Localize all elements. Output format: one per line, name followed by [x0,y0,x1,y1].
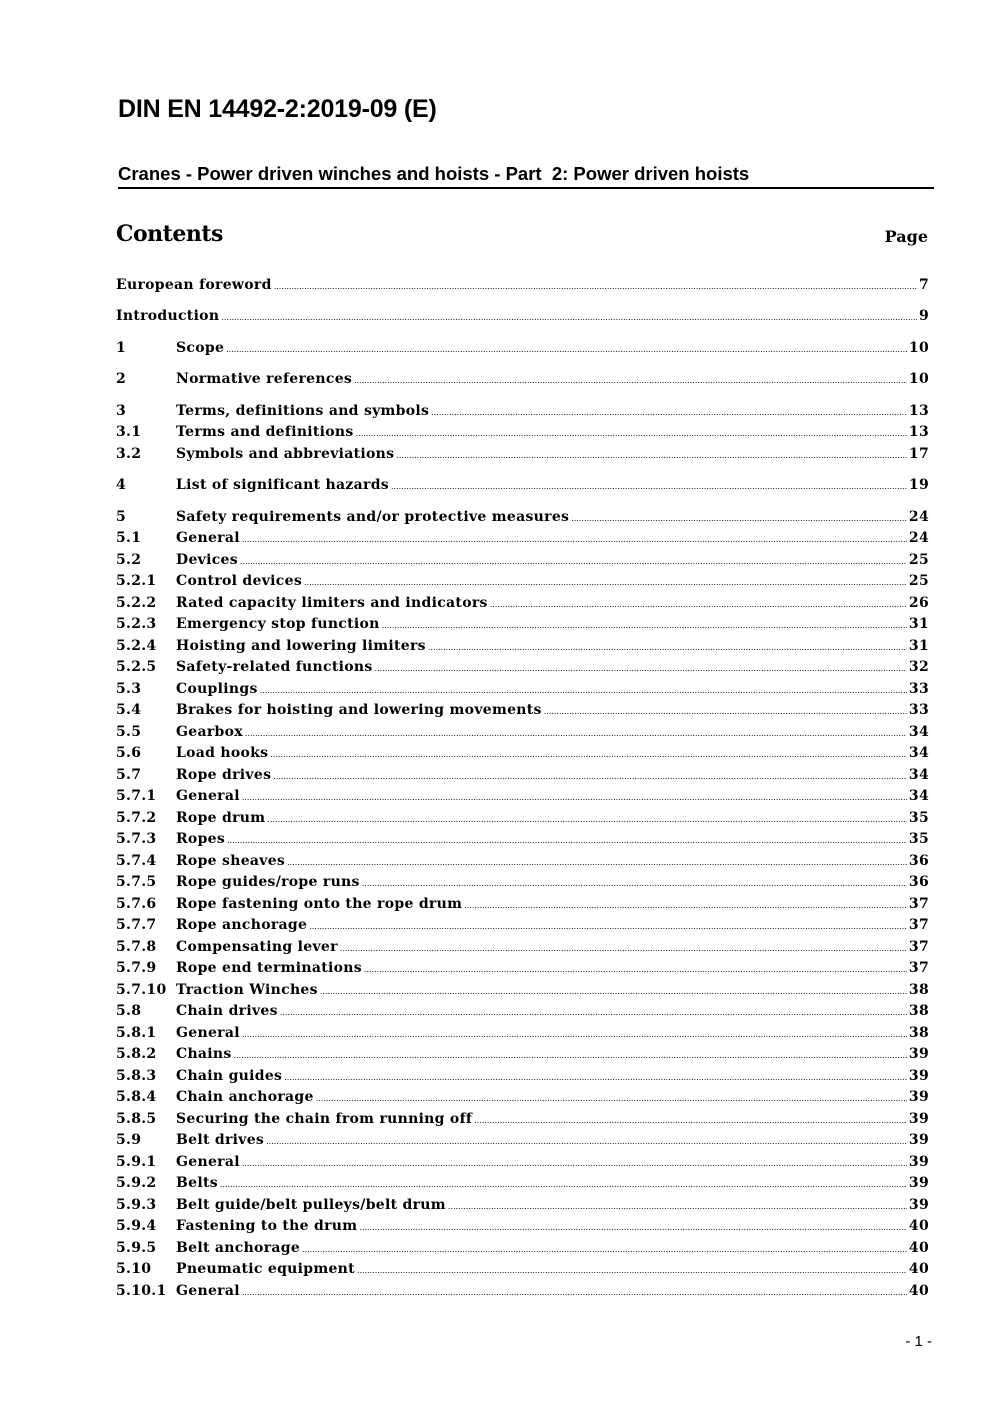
toc-entry-number: 5.9.5 [116,1240,157,1256]
toc-dot-leader [340,939,907,959]
toc-dot-leader [391,477,907,497]
toc-entry-page: 40 [908,1261,929,1277]
toc-entry[interactable] [116,1259,929,1279]
toc-entry-number: 5.4 [116,702,142,718]
toc-entry-page: 13 [908,424,929,440]
toc-dot-leader [245,724,907,744]
toc-entry-number: 5.7.10 [116,982,167,998]
toc-entry-page: 39 [908,1089,929,1105]
toc-entry-number: 5.9.4 [116,1218,157,1234]
toc-entry-title: Belt guide/belt pulleys/belt drum [176,1197,446,1213]
toc-entry-page: 33 [908,702,929,718]
toc-entry[interactable] [116,275,929,295]
toc-entry-number: 5.6 [116,745,142,761]
toc-entry-page: 39 [908,1046,929,1062]
toc-dot-leader [220,1175,907,1195]
toc-dot-leader [356,424,907,444]
toc-dot-leader [304,573,907,593]
toc-entry-title: Devices [176,552,238,568]
toc-dot-leader [240,552,907,572]
toc-entry-page: 39 [908,1175,929,1191]
toc-dot-leader [474,1111,907,1131]
toc-entry-number: 5.7.8 [116,939,157,955]
toc-dot-leader [357,1261,907,1281]
toc-entry[interactable] [116,593,929,613]
toc-entry-title: General [176,1154,240,1170]
toc-entry[interactable] [116,786,929,806]
toc-entry-title: Introduction [116,308,220,324]
toc-entry-title: Couplings [176,681,258,697]
toc-entry-page: 37 [908,939,929,955]
toc-entry-number: 1 [116,340,127,356]
toc-entry-number: 4 [116,477,127,493]
toc-entry-page: 26 [908,595,929,611]
toc-entry-title: Chain drives [176,1003,278,1019]
toc-entry-number: 5.2.5 [116,659,157,675]
toc-entry-title: Hoisting and lowering limiters [176,638,426,654]
toc-entry-title: Chain guides [176,1068,283,1084]
toc-entry-title: Rope anchorage [176,917,308,933]
toc-entry-page: 39 [908,1068,929,1084]
toc-entry[interactable] [116,1001,929,1021]
toc-entry-page: 19 [908,477,929,493]
toc-dot-leader [382,616,907,636]
toc-dot-leader [354,371,907,391]
toc-entry-page: 38 [908,1025,929,1041]
toc-entry-number: 5.10.1 [116,1283,167,1299]
toc-entry-page: 40 [908,1240,929,1256]
toc-dot-leader [448,1197,907,1217]
toc-entry[interactable] [116,937,929,957]
toc-entry-title: Terms and definitions [176,424,354,440]
toc-entry-page: 17 [908,446,929,462]
toc-dot-leader [242,1154,907,1174]
toc-entry-page: 34 [908,767,929,783]
toc-dot-leader [431,403,907,423]
toc-entry-page: 9 [918,308,929,324]
toc-entry-page: 31 [908,638,929,654]
toc-entry[interactable] [116,980,929,1000]
toc-entry-title: Emergency stop function [176,616,380,632]
toc-dot-leader [428,638,907,658]
toc-entry-title: General [176,788,240,804]
toc-dot-leader [571,509,907,529]
toc-dot-leader [364,960,907,980]
toc-entry[interactable] [116,636,929,656]
toc-entry-number: 3.1 [116,424,142,440]
toc-entry-number: 5.2.1 [116,573,157,589]
toc-dot-leader [273,767,907,787]
toc-entry-page: 35 [908,810,929,826]
toc-entry[interactable] [116,475,929,495]
toc-entry-title: List of significant hazards [176,477,389,493]
toc-entry-page: 31 [908,616,929,632]
toc-entry[interactable] [116,550,929,570]
toc-dot-leader [362,874,907,894]
toc-entry-page: 38 [908,982,929,998]
toc-dot-leader [266,1132,907,1152]
toc-entry[interactable] [116,894,929,914]
toc-entry-title: Compensating lever [176,939,338,955]
toc-dot-leader [284,1068,907,1088]
toc-entry-title: Traction Winches [176,982,318,998]
toc-entry-title: European foreword [116,277,272,293]
toc-entry-title: Brakes for hoisting and lowering movements [176,702,542,718]
toc-entry-title: Rated capacity limiters and indicators [176,595,488,611]
toc-entry-title: Chain anchorage [176,1089,314,1105]
toc-entry-number: 5.9 [116,1132,142,1148]
toc-entry-title: Pneumatic equipment [176,1261,355,1277]
toc-entry-number: 5.2.2 [116,595,157,611]
toc-entry-number: 5.9.1 [116,1154,157,1170]
toc-entry[interactable] [116,369,929,389]
page-column-heading: Page [884,227,928,246]
toc-entry-number: 5.8.5 [116,1111,157,1127]
toc-entry[interactable] [116,1109,929,1129]
toc-entry-title: Ropes [176,831,226,847]
toc-entry[interactable] [116,444,929,464]
toc-entry[interactable] [116,528,929,548]
toc-entry[interactable] [116,1152,929,1172]
toc-entry[interactable] [116,1130,929,1150]
toc-entry-title: Rope end terminations [176,960,362,976]
toc-dot-leader [287,853,907,873]
toc-entry-title: General [176,1283,240,1299]
toc-entry[interactable] [116,1087,929,1107]
toc-entry[interactable] [116,507,929,527]
toc-entry-page: 34 [908,745,929,761]
toc-entry-page: 24 [908,530,929,546]
toc-dot-leader [234,1046,907,1066]
toc-entry-page: 37 [908,896,929,912]
toc-dot-leader [274,277,917,297]
toc-dot-leader [280,1003,907,1023]
toc-dot-leader [464,896,907,916]
toc-entry-title: General [176,530,240,546]
toc-dot-leader [375,659,907,679]
toc-entry[interactable] [116,808,929,828]
toc-entry-title: Rope drives [176,767,272,783]
toc-entry[interactable] [116,851,929,871]
toc-entry-title: Symbols and abbreviations [176,446,395,462]
toc-entry-title: Rope fastening onto the rope drum [176,896,463,912]
toc-entry-number: 5.7.9 [116,960,157,976]
toc-entry-title: Rope drum [176,810,266,826]
toc-entry-page: 34 [908,724,929,740]
toc-dot-leader [221,308,917,328]
toc-entry[interactable] [116,743,929,763]
toc-entry-page: 10 [908,340,929,356]
toc-entry[interactable] [116,829,929,849]
toc-entry-title: General [176,1025,240,1041]
toc-entry-number: 5.8.3 [116,1068,157,1084]
toc-entry[interactable] [116,1238,929,1258]
toc-entry-number: 5.9.3 [116,1197,157,1213]
toc-entry-number: 5.9.2 [116,1175,157,1191]
toc-dot-leader [396,446,907,466]
toc-entry-title: Safety-related functions [176,659,373,675]
toc-entry[interactable] [116,422,929,442]
toc-dot-leader [302,1240,907,1260]
toc-entry[interactable] [116,1044,929,1064]
toc-entry-title: Normative references [176,371,353,387]
toc-entry-number: 2 [116,371,127,387]
toc-entry-page: 39 [908,1154,929,1170]
toc-dot-leader [309,917,907,937]
toc-entry[interactable] [116,614,929,634]
document-subtitle: Cranes - Power driven winches and hoists - Part 2: Power driven hoists [118,163,934,189]
toc-entry-title: Rope sheaves [176,853,286,869]
toc-dot-leader [267,810,907,830]
document-title: DIN EN 14492-2:2019-09 (E) [118,95,437,123]
toc-entry-number: 5.7.1 [116,788,157,804]
toc-dot-leader [320,982,907,1002]
toc-entry-number: 5.2.4 [116,638,157,654]
toc-entry[interactable] [116,1195,929,1215]
toc-entry-number: 5.7 [116,767,142,783]
toc-entry-number: 3.2 [116,446,142,462]
toc-entry-title: Gearbox [176,724,243,740]
toc-entry-page: 32 [908,659,929,675]
toc-entry[interactable] [116,1173,929,1193]
toc-entry-page: 36 [908,853,929,869]
toc-entry-number: 5.7.3 [116,831,157,847]
toc-entry-number: 5.7.7 [116,917,157,933]
toc-entry[interactable] [116,571,929,591]
toc-entry[interactable] [116,1216,929,1236]
toc-dot-leader [242,530,907,550]
toc-entry-page: 40 [908,1283,929,1299]
toc-entry[interactable] [116,958,929,978]
toc-entry-title: Terms, definitions and symbols [176,403,430,419]
toc-dot-leader [242,1025,907,1045]
toc-dot-leader [242,1283,907,1303]
toc-entry-title: Safety requirements and/or protective measures [176,509,570,525]
toc-entry-page: 37 [908,917,929,933]
toc-entry-page: 39 [908,1132,929,1148]
toc-entry-title: Belt drives [176,1132,265,1148]
toc-entry-title: Fastening to the drum [176,1218,358,1234]
toc-entry[interactable] [116,657,929,677]
toc-entry-number: 5.8.1 [116,1025,157,1041]
toc-entry-number: 5.7.6 [116,896,157,912]
toc-entry[interactable] [116,338,929,358]
toc-entry[interactable] [116,1023,929,1043]
toc-entry-page: 39 [908,1197,929,1213]
toc-dot-leader [226,340,907,360]
toc-entry[interactable] [116,872,929,892]
toc-entry-title: Chains [176,1046,232,1062]
toc-entry-page: 36 [908,874,929,890]
toc-entry[interactable] [116,700,929,720]
toc-entry-page: 39 [908,1111,929,1127]
toc-dot-leader [544,702,907,722]
toc-dot-leader [316,1089,907,1109]
toc-entry[interactable] [116,1066,929,1086]
toc-entry-number: 5 [116,509,127,525]
footer-page-number: - 1 - [905,1333,932,1350]
toc-dot-leader [490,595,907,615]
toc-entry[interactable] [116,1281,929,1301]
toc-entry-page: 25 [908,573,929,589]
toc-entry-page: 38 [908,1003,929,1019]
toc-entry-page: 7 [918,277,929,293]
toc-dot-leader [242,788,907,808]
toc-entry-number: 5.8.2 [116,1046,157,1062]
toc-entry-number: 5.7.4 [116,853,157,869]
toc-dot-leader [260,681,907,701]
toc-entry[interactable] [116,401,929,421]
toc-entry-page: 10 [908,371,929,387]
toc-entry-number: 5.1 [116,530,142,546]
toc-entry-page: 25 [908,552,929,568]
toc-entry-number: 5.8.4 [116,1089,157,1105]
toc-entry-page: 37 [908,960,929,976]
toc-entry-number: 5.7.5 [116,874,157,890]
toc-entry-number: 3 [116,403,127,419]
toc-dot-leader [270,745,907,765]
toc-entry-title: Rope guides/rope runs [176,874,360,890]
toc-entry-title: Belt anchorage [176,1240,301,1256]
toc-entry-title: Control devices [176,573,302,589]
toc-entry-page: 34 [908,788,929,804]
toc-entry-title: Scope [176,340,225,356]
toc-entry-title: Load hooks [176,745,269,761]
toc-entry-number: 5.2 [116,552,142,568]
toc-entry-page: 35 [908,831,929,847]
toc-entry-page: 13 [908,403,929,419]
toc-entry-page: 40 [908,1218,929,1234]
toc-entry-title: Securing the chain from running off [176,1111,473,1127]
toc-entry[interactable] [116,306,929,326]
toc-entry[interactable] [116,765,929,785]
toc-entry-title: Belts [176,1175,218,1191]
toc-entry[interactable] [116,722,929,742]
toc-entry-page: 33 [908,681,929,697]
contents-heading: Contents [116,221,223,247]
toc-entry[interactable] [116,679,929,699]
toc-entry-number: 5.8 [116,1003,142,1019]
toc-dot-leader [227,831,907,851]
toc-entry-number: 5.10 [116,1261,152,1277]
toc-entry-page: 24 [908,509,929,525]
toc-entry[interactable] [116,915,929,935]
toc-entry-number: 5.3 [116,681,142,697]
toc-dot-leader [359,1218,907,1238]
toc-entry-number: 5.2.3 [116,616,157,632]
toc-entry-number: 5.5 [116,724,142,740]
toc-entry-number: 5.7.2 [116,810,157,826]
